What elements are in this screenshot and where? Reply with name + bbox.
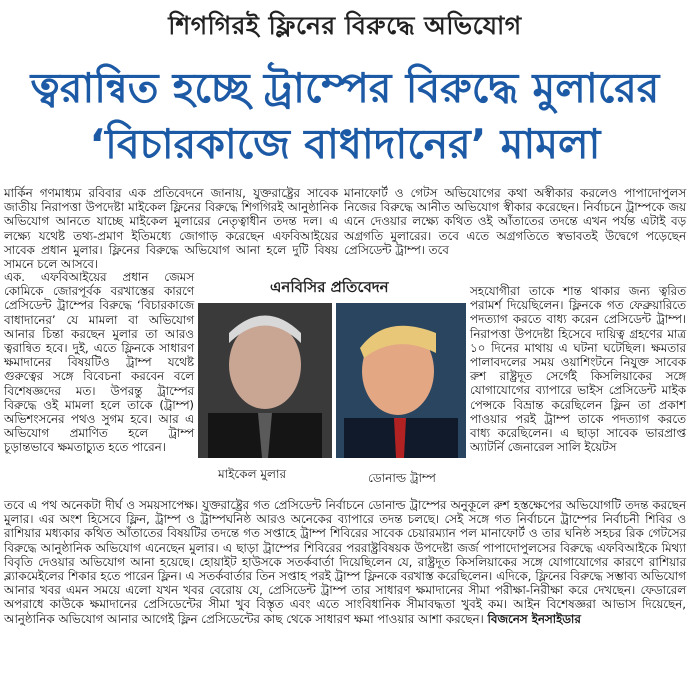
caption-trump: ডোনাল্ড ট্রাম্প: [368, 471, 436, 485]
article-right-narrow: [470, 284, 686, 454]
article-left-top: [4, 186, 338, 271]
paragraph: মার্কিন গণমাধ্যম রবিবার এক প্রতিবেদনে জানায়, যুক্তরাষ্ট্রের সাবেক জাতীয় নিরাপত্তা উপদেষ্টা মাইকেল ফ্লিনের বিরুদ্ধে শিগগিরই আনুষ্ঠানিক অভিযোগ আনতে যাচ্ছে মাইকেল মুলারের নেতৃত্বাধীন তদন্ত দল। এ লক্ষ্যে যথেষ্ট তথ্য-প্রমাণ ইতিমধ্যে জোগাড় করেছেন এফবিআইয়ের সাবেক প্রধান মুলার। ফ্লিনের বিরুদ্ধে অভিযোগ আনা হলে দুটি বিষয় সামনে চলে আসবে।: [4, 186, 338, 272]
paragraph: মানাফোর্ট ও গেটস অভিযোগের কথা অস্বীকার করলেও পাপাদোপুলস নিজের বিরুদ্ধে আনীত অভিযোগ স্বীকার করেছেন। নির্বাচনে ট্রাম্পকে জয় এনে দেওয়ার লক্ষ্যে কথিত ওই আঁতাতের তদন্তে এখন পর্যন্ত এটাই বড় অগ্রগতি মুলারের। তবে এতে অগ্রগতিতে স্বভাবতই উদ্বেগে পড়েছেন প্রেসিডেন্ট ট্রাম্প। তবে: [344, 186, 686, 257]
paragraph-text: তবে এ পথ অনেকটা দীর্ঘ ও সময়সাপেক্ষ। যুক্তরাষ্ট্রের গত প্রেসিডেন্ট নির্বাচনে ডোনাল্ড ট্রাম্পের অনুকূলে রুশ হস্তক্ষেপের অভিযোগটি তদন্ত করছেন মুলার। এর অংশ হিসেবে ফ্লিন, ট্রাম্প ও ট্রাম্পঘনিষ্ঠ আরও অনেকের ব্যাপারে তদন্ত চলছে। সেই সঙ্গে গত নির্বাচনে ট্রাম্পের নির্বাচনী শিবির ও রাশিয়ার মধ্যকার কথিত আঁতাতের বিষয়টির তদন্তে গত সপ্তাহে ট্রাম্প শিবিরের সাবেক চেয়ারম্যান পল মানাফোর্ট ও তার ঘনিষ্ঠ সহচর রিক গেটসের বিরুদ্ধে আনুষ্ঠানিক অভিযোগ এনেছেন মুলার। এ ছাড়া ট্রাম্পের শিবিরের পররাষ্ট্রবিষয়ক উপদেষ্টা জর্জ পাপাদোপুলসের বিরুদ্ধে এফবিআইকে মিথ্যা বিবৃতি দেওয়ার অভিযোগ আনা হয়েছে। হোয়াইট হাউসকে সতর্কবার্তা দিয়েছিলেন যে, রাষ্ট্রদূত কিসলিয়াকের সঙ্গে যোগাযোগের কারণে রাশিয়ার ব্ল্যাকমেইলের শিকার হতে পারেন ফ্লিন। এ সতর্কবার্তার তিন সপ্তাহ পরই ট্রাম্প ফ্লিনকে বরখাস্ত করেছিলেন। এদিকে, ফ্লিনের বিরুদ্ধে সম্ভাব্য অভিযোগ আনার খবর এমন সময়ে এলো যখন খবর বেরোয় যে, প্রেসিডেন্ট ট্রাম্প তার সাধারণ ক্ষমাদানের সীমা পরীক্ষা-নিরীক্ষা করে দেখছেন। ফেডারেল অপরাধে কাউকে ক্ষমাদানের প্রেসিডেন্টের সীমা খুব বিস্তৃত এবং এতে সাংবিধানিক সীমাবদ্ধতা খুবই কম। আইন বিশেষজ্ঞরা আভাস দিয়েছেন, আনুষ্ঠানিক অভিযোগ আনার আগেই ফ্লিন প্রেসিডেন্টের কাছ থেকে সাধারণ ক্ষমা পাওয়ার আশা করছেন।: [4, 498, 686, 626]
photo-trump: [336, 303, 466, 458]
byline: বিজনেস ইনসাইডার: [487, 611, 581, 626]
paragraph: [4, 498, 686, 626]
article-left-narrow: [4, 270, 194, 455]
article-right-top: [344, 186, 686, 257]
photo-mueller: [198, 303, 332, 458]
portrait-mueller: [198, 303, 332, 458]
caption-mueller: মাইকেল মুলার: [218, 467, 287, 481]
portrait-trump: [336, 303, 466, 458]
headline-line-1: ত্বরান্বিত হচ্ছে ট্রাম্পের বিরুদ্ধে মুলারের: [30, 64, 660, 112]
kicker: শিগগিরই ফ্লিনের বিরুদ্ধে অভিযোগ: [168, 11, 522, 40]
paragraph: এক. এফবিআইয়ের প্রধান জেমস কোমিকে জোরপূর্বক বরখাস্তের কারণে প্রেসিডেন্ট ট্রাম্পের বিরুদ্ধে ‘বিচারকাজে বাধাদানের’ যে মামলা বা অভিযোগ আনার চিন্তা করছেন মুলার তা আরও ত্বরান্বিত হবে। দুই, এতে ফ্লিনকে সাধারণ ক্ষমাদানের বিষয়টিও ট্রাম্প যথেষ্ট গুরুত্বের সঙ্গে বিবেচনা করবেন বলে বিশেষজ্ঞদের মত। উপরন্তু ট্রাম্পের বিরুদ্ধে ওই মামলা হলে তাকে (ট্রাম্প) অভিশংসনের পথও সুগম হবে। আর এ অভিযোগ প্রমাণিত হলে ট্রাম্প চূড়ান্তভাবে ক্ষমতাচ্যুত হতে পারেন।: [4, 270, 194, 455]
strapline: এনবিসির প্রতিবেদন: [270, 278, 389, 296]
headline-line-2: ‘বিচারকাজে বাধাদানের’ মামলা: [89, 120, 601, 168]
paragraph: সহযোগীরা তাকে শান্ত থাকার জন্য ত্বরিত পরামর্শ দিয়েছিলেন। ফ্লিনকে গত ফেব্রুয়ারিতে পদত্যাগ করতে বাধ্য করেন প্রেসিডেন্ট ট্রাম্প। নিরাপত্তা উপদেষ্টা হিসেবে দায়িত্ব গ্রহণের মাত্র ১০ দিনের মাথায় এ ঘটনা ঘটেছিল। ক্ষমতার পালাবদলের সময় ওয়াশিংটনে নিযুক্ত সাবেক রুশ রাষ্ট্রদূত সের্গেই কিসলিয়াকের সঙ্গে যোগাযোগের ব্যাপারে ভাইস প্রেসিডেন্ট মাইক পেন্সকে বিভ্রান্ত করেছিলেন ফ্লিন তা প্রকাশ পাওয়ার পরই ট্রাম্প তাকে পদত্যাগ করতে বাধ্য করেছিলেন। এ ছাড়া সাবেক ভারপ্রাপ্ত অ্যাটর্নি জেনারেল সালি ইয়েটস: [470, 284, 686, 455]
article-bottom: [4, 498, 686, 626]
